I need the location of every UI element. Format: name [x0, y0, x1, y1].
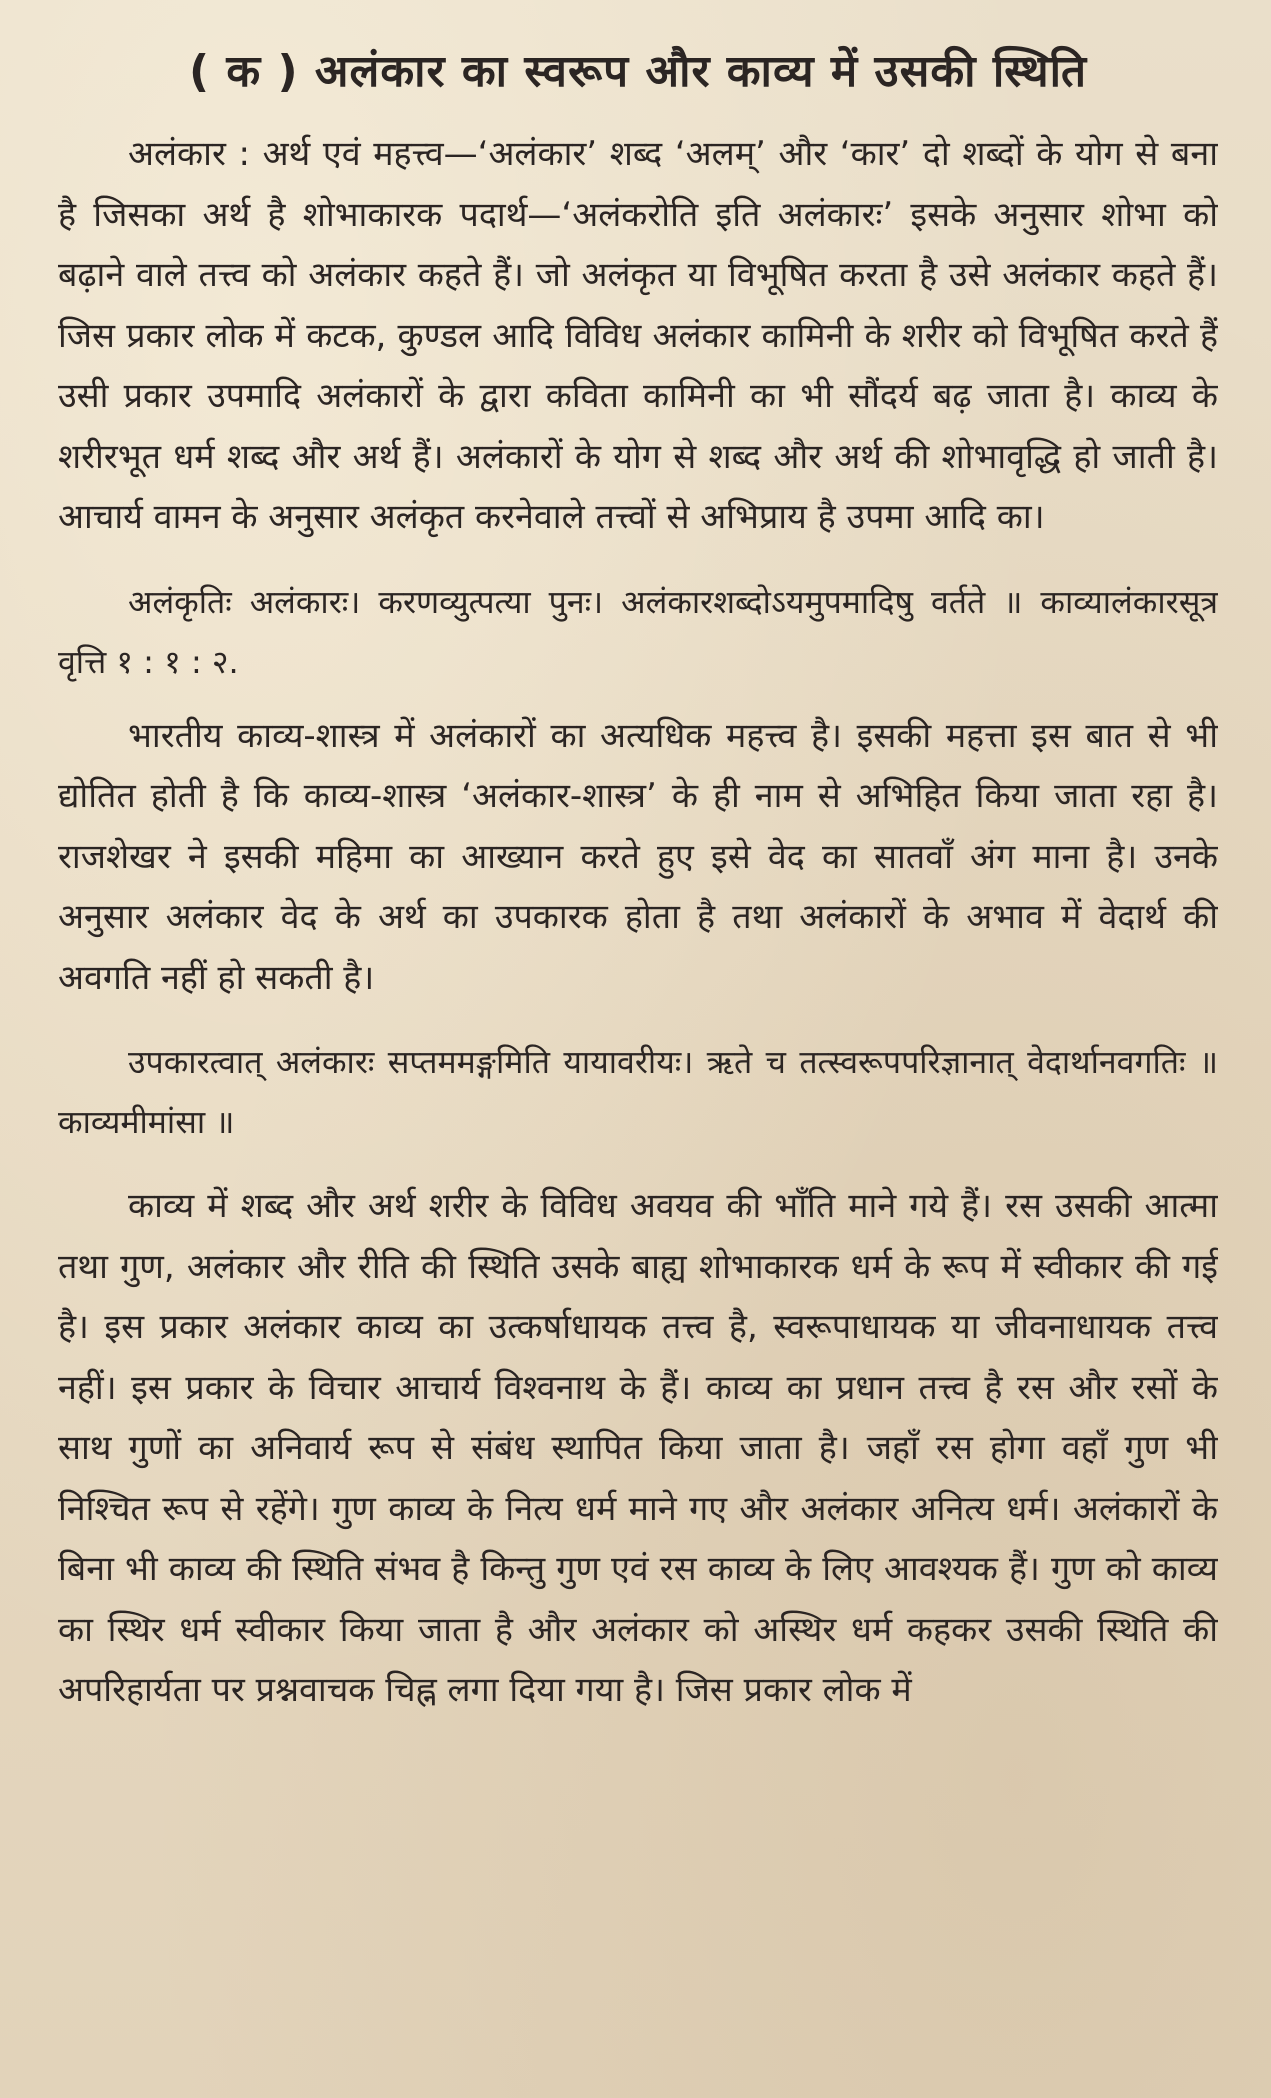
sanskrit-quote-vaman: अलंकृतिः अलंकारः। करणव्युत्पत्या पुनः। अलंकारशब्दोऽयमुपमादिषु वर्तते ॥ काव्यालंकारसूत्र वृत्ति १ : १ : २.	[58, 582, 1218, 681]
book-page	[58, 40, 1218, 2070]
sanskrit-quote-rajshekhar: उपकारत्वात् अलंकारः सप्तममङ्गमिति यायावरीयः। ऋते च तत्स्वरूपपरिज्ञानात् वेदार्थानवगतिः ॥ काव्यमीमांसा ॥	[58, 1043, 1218, 1141]
paragraph-alankar-meaning: अलंकार : अर्थ एवं महत्त्व—‘अलंकार’ शब्द ‘अलम्’ और ‘कार’ दो शब्दों के योग से बना है जिसका अर्थ है शोभाकारक पदार्थ—‘अलंकरोति इति अलंकारः’ इसके अनुसार शोभा को बढ़ाने वाले तत्त्व को अलंकार कहते हैं। जो अलंकृत या विभूषित करता है उसे अलंकार कहते हैं। जिस प्रकार लोक में कटक, कुण्डल आदि विविध अलंकार कामिनी के शरीर को विभूषित करते हैं उसी प्रकार उपमादि अलंकारों के द्वारा कविता कामिनी का भी सौंदर्य बढ़ जाता है। काव्य के शरीरभूत धर्म शब्द और अर्थ हैं। अलंकारों के योग से शब्द और अर्थ की शोभावृद्धि हो जाती है। आचार्य वामन के अनुसार अलंकृत करनेवाले तत्त्वों से अभिप्राय है उपमा आदि का।	[58, 134, 1218, 537]
paragraph-importance: भारतीय काव्य-शास्त्र में अलंकारों का अत्यधिक महत्त्व है। इसकी महत्ता इस बात से भी द्योतित होती है कि काव्य-शास्त्र ‘अलंकार-शास्त्र’ के ही नाम से अभिहित किया जाता रहा है। राजशेखर ने इसकी महिमा का आख्यान करते हुए इसे वेद का सातवाँ अंग माना है। उनके अनुसार अलंकार वेद के अर्थ का उपकारक होता है तथा अलंकारों के अभाव में वेदार्थ की अवगति नहीं हो सकती है।	[58, 715, 1218, 998]
section-heading: ( क ) अलंकार का स्वरूप और काव्य में उसकी स्थिति	[188, 46, 1088, 97]
paragraph-rasa-guna: काव्य में शब्द और अर्थ शरीर के विविध अवयव की भाँति माने गये हैं। रस उसकी आत्मा तथा गुण, अलंकार और रीति की स्थिति उसके बाह्य शोभाकारक धर्म के रूप में स्वीकार की गई है। इस प्रकार अलंकार काव्य का उत्कर्षाधायक तत्त्व है, स्वरूपाधायक या जीवनाधायक तत्त्व नहीं। इस प्रकार के विचार आचार्य विश्वनाथ के हैं। काव्य का प्रधान तत्त्व है रस और रसों के साथ गुणों का अनिवार्य रूप से संबंध स्थापित किया जाता है। जहाँ रस होगा वहाँ गुण भी निश्चित रूप से रहेंगे। गुण काव्य के नित्य धर्म माने गए और अलंकार अनित्य धर्म। अलंकारों के बिना भी काव्य की स्थिति संभव है किन्तु गुण एवं रस काव्य के लिए आवश्यक हैं। गुण को काव्य का स्थिर धर्म स्वीकार किया जाता है और अलंकार को अस्थिर धर्म कहकर उसकी स्थिति की अपरिहार्यता पर प्रश्नवाचक चिह्न लगा दिया गया है। जिस प्रकार लोक में	[58, 1186, 1218, 1710]
